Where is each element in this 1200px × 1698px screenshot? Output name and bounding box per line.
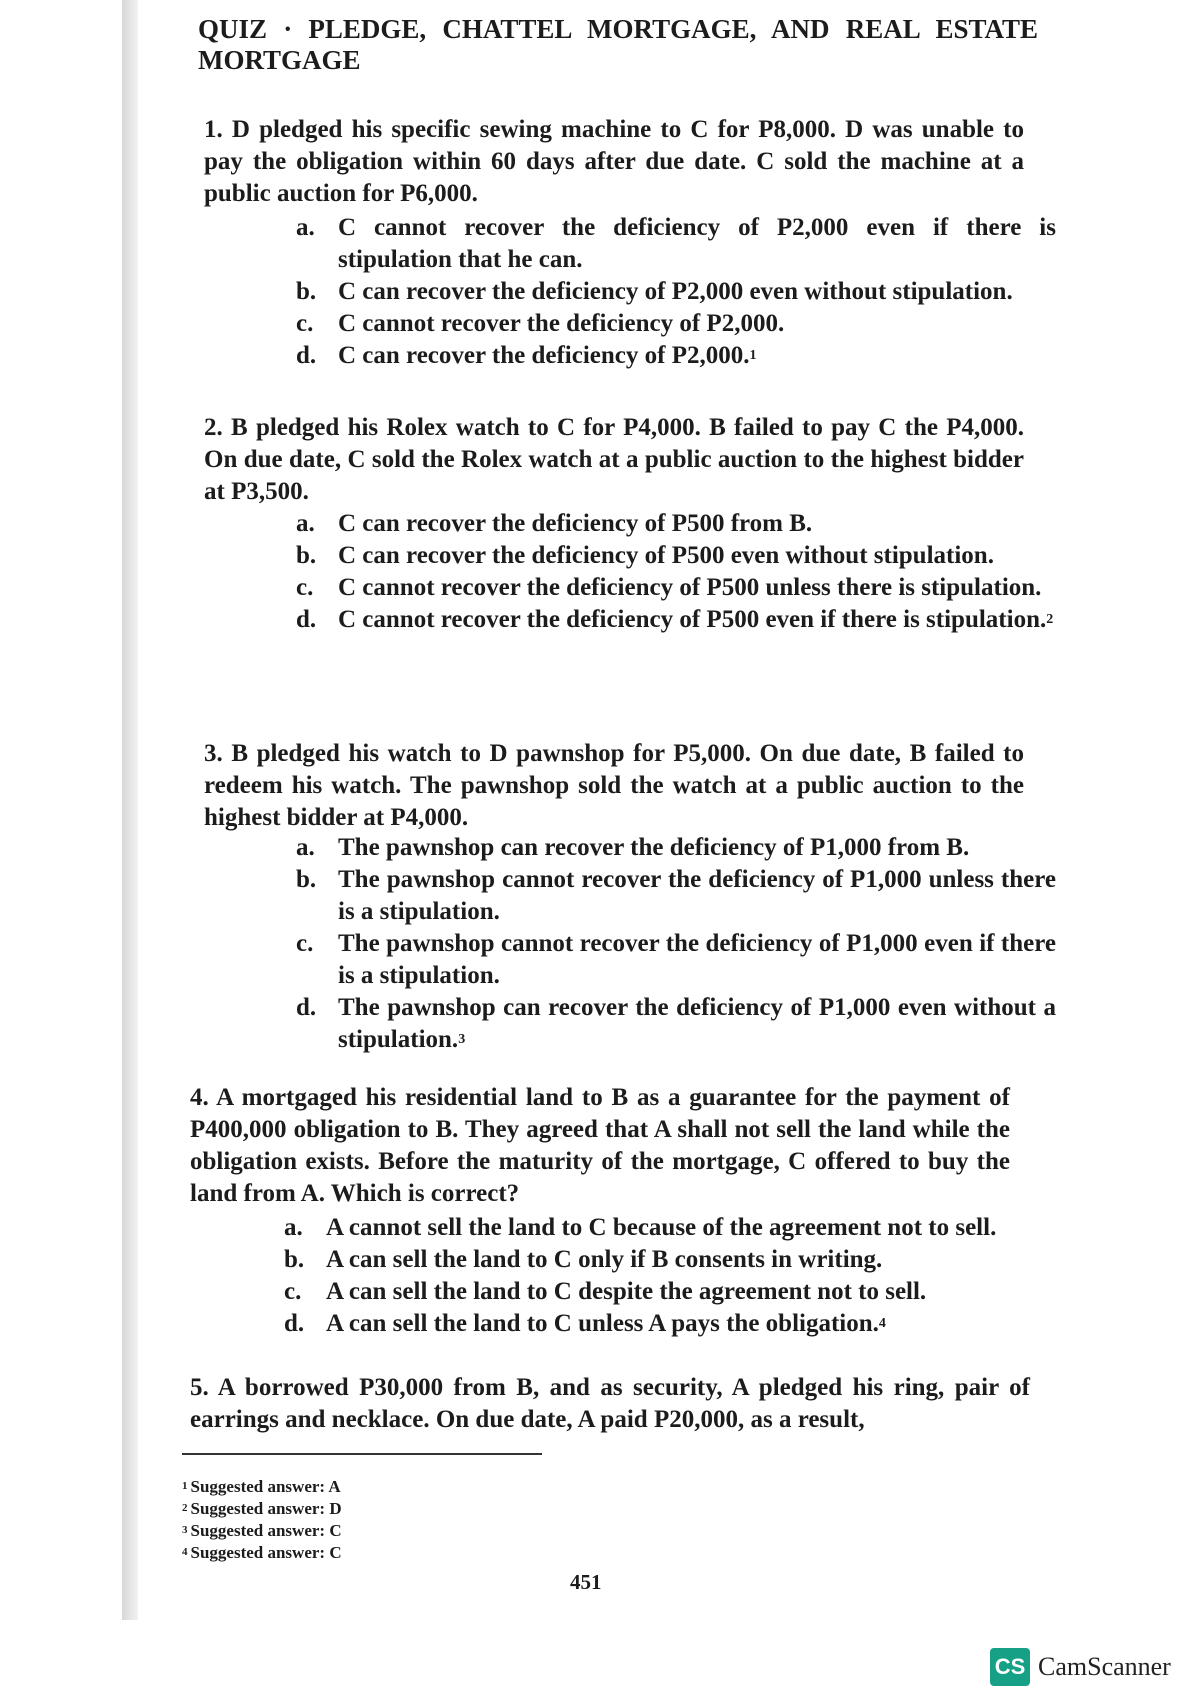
question-2-stem: 2. B pledged his Rolex watch to C for P4,000. B failed to pay C the P4,000. On due date, C sold the Rolex watch at a public auction to the highest bidder at P3,500. — [204, 414, 1024, 505]
question-4-choices — [284, 1212, 1044, 1340]
footnote-ref-4: 4 — [878, 1316, 886, 1331]
choice-4a: a. A cannot sell the land to C because of the agreement not to sell. — [284, 1214, 997, 1241]
choice-4d-text: A can sell the land to C unless A pays the obligation. — [326, 1310, 879, 1337]
question-3-choices — [296, 832, 1056, 1056]
choice-3d: d. The pawnshop can recover the deficiency of P1,000 even without a stipulation.$^3$ — [296, 994, 1056, 1053]
choice-1d: d. C can recover the deficiency of P2,000.$^1$ — [296, 342, 757, 369]
question-4-stem: 4. A mortgaged his residential land to B as a guarantee for the payment of P400,000 obligation to B. They agreed that A shall not sell the land while the obligation exists. Before the maturity of the mortgage, C offered to buy the land from A. Which is correct? — [190, 1084, 1010, 1207]
camscanner-logo-icon: CS — [990, 1648, 1030, 1686]
footnote-3: $^3$ Suggested answer: C — [182, 1521, 342, 1540]
choice-1a: a. C cannot recover the deficiency of P2,000 even if there is stipulation that he can. — [296, 214, 1056, 273]
choice-3c: c. The pawnshop cannot recover the deficiency of P1,000 even if there is a stipulation. — [296, 930, 1056, 989]
choice-1b: b. C can recover the deficiency of P2,000 even without stipulation. — [296, 278, 1013, 305]
question-1-stem: 1. D pledged his specific sewing machine to C for P8,000. D was unable to pay the obligation within 60 days after due date. C sold the machine at a public auction for P6,000. — [204, 116, 1024, 207]
camscanner-watermark — [990, 1648, 1171, 1686]
question-1-choices — [296, 212, 1056, 372]
quiz-title-line1: QUIZ · PLEDGE, CHATTEL MORTGAGE, AND REAL ESTATE — [198, 14, 1038, 44]
footnote-2: $^2$ Suggested answer: D — [182, 1499, 342, 1518]
quiz-title-line2: MORTGAGE — [198, 45, 361, 75]
choice-2d-text: C cannot recover the deficiency of P500 even if there is stipulation. — [338, 606, 1047, 633]
choice-2c: c. C cannot recover the deficiency of P500 unless there is stipulation. — [296, 574, 1042, 601]
footnote-ref-2: 2 — [1046, 612, 1054, 627]
choice-3a: a. The pawnshop can recover the deficiency of P1,000 from B. — [296, 834, 970, 861]
choice-1c: c. C cannot recover the deficiency of P2,000. — [296, 310, 785, 337]
choice-4d: d. A can sell the land to C unless A pays the obligation.$^4$ — [284, 1310, 886, 1337]
choice-2a: a. C can recover the deficiency of P500 from B. — [296, 510, 813, 537]
choice-2b: b. C can recover the deficiency of P500 even without stipulation. — [296, 542, 994, 569]
choice-2d: d. C cannot recover the deficiency of P500 even if there is stipulation.$^2$ — [296, 606, 1054, 633]
footnote-ref-3: 3 — [458, 1032, 466, 1047]
scan-edge-shadow — [122, 0, 138, 1620]
choice-1d-text: C can recover the deficiency of P2,000. — [338, 342, 750, 369]
choice-3d-text: The pawnshop can recover the deficiency of P1,000 even without a stipulation. — [338, 994, 1056, 1053]
footnote-ref-1: 1 — [749, 348, 757, 363]
question-3-stem: 3. B pledged his watch to D pawnshop for P5,000. On due date, B failed to redeem his watch. The pawnshop sold the watch at a public auction to the highest bidder at P4,000. — [204, 740, 1024, 831]
question-2-choices — [296, 508, 1056, 636]
camscanner-label: CamScanner — [1038, 1652, 1171, 1681]
page-number: 451 — [570, 1570, 602, 1594]
footnote-4: $^4$ Suggested answer: C — [182, 1543, 342, 1562]
footnote-divider — [182, 1453, 542, 1455]
choice-3b: b. The pawnshop cannot recover the deficiency of P1,000 unless there is a stipulation. — [296, 866, 1056, 925]
choice-4b: b. A can sell the land to C only if B consents in writing. — [284, 1246, 883, 1273]
question-5-stem: 5. A borrowed P30,000 from B, and as security, A pledged his ring, pair of earrings and necklace. On due date, A paid P20,000, as a result, — [190, 1374, 1030, 1433]
footnote-1: $^1$ Suggested answer: A — [182, 1477, 341, 1496]
choice-4c: c. A can sell the land to C despite the agreement not to sell. — [284, 1278, 927, 1305]
